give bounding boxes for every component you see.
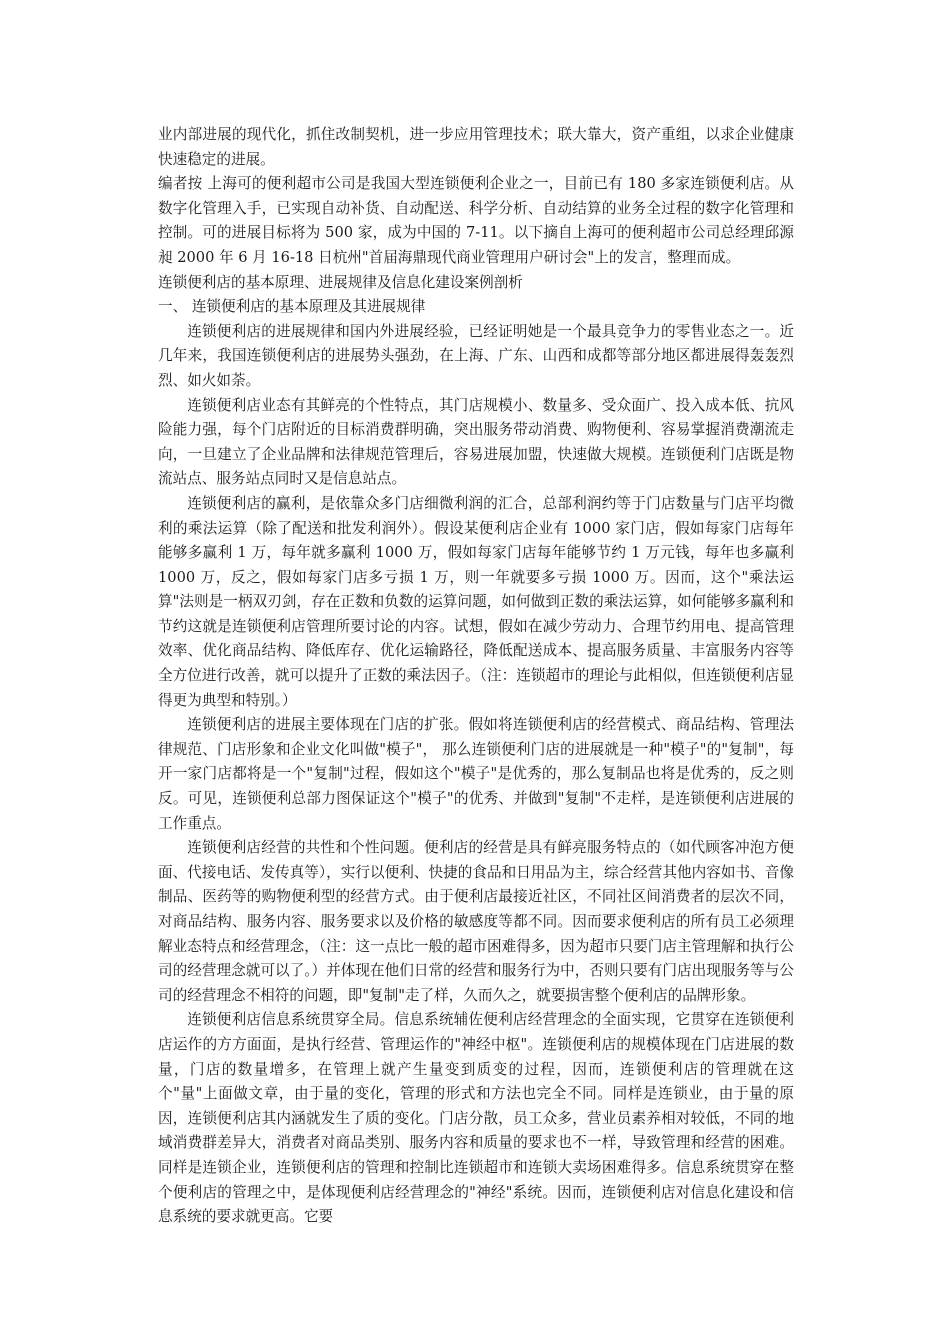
paragraph-editor-note: 编者按 上海可的便利超市公司是我国大型连锁便利企业之一，目前已有 180 多家连锁便利店。从数字化管理入手，已实现自动补货、自动配送、科学分析、自动结算的业务全过程的数字化管理和控制。可的进展目标将为 500 家，成为中国的 7-11。以下摘自上海可的便利超市公司总经理邱源昶 2000 年 6 月 16-18 日杭州"首届海鼎现代商业管理用户研讨会"上的发言，整理而成。 — [158, 175, 794, 266]
paragraph-section-heading: 一、 连锁便利店的基本原理及其进展规律 — [158, 298, 426, 316]
paragraph-body: 连锁便利店的赢利，是依靠众多门店细微利润的汇合，总部利润约等于门店数量与门店平均微利的乘法运算（除了配送和批发利润外）。假设某便利店企业有 1000 家门店，假如每家门店每年能够多赢利 1 万，每年就多赢利 1000 万，假如每家门店每年能够节约 1 万元钱，每年也多赢利 1000 万，反之，假如每家门店多亏损 1 万，则一年就要多亏损 1000 万。因而，这个"乘法运算"法则是一柄双刃剑，存在正数和负数的运算问题，如何做到正数的乘法运算，如何能够多赢利和节约这就是连锁便利店管理所要讨论的内容。试想，假如在减少劳动力、合理节约用电、提高管理效率、优化商品结构、降低库存、优化运输路径，降低配送成本、提高服务质量、丰富服务内容等全方位进行改善，就可以提升了正数的乘法因子。（注：连锁超市的理论与此相似，但连锁便利店显得更为典型和特别。） — [158, 494, 794, 709]
paragraph-body: 连锁便利店业态有其鲜亮的个性特点，其门店规模小、数量多、受众面广、投入成本低、抗风险能力强，每个门店附近的目标消费群明确，突出服务带动消费、购物便利、容易掌握消费潮流走向，一旦建立了企业品牌和法律规范管理后，容易进展加盟，快速做大规模。连锁便利门店既是物流站点、服务站点同时又是信息站点。 — [158, 396, 794, 488]
document-body — [158, 123, 794, 1230]
paragraph-intro-continuation: 业内部进展的现代化，抓住改制契机，进一步应用管理技术；联大靠大，资产重组，以求企业健康快速稳定的进展。 — [158, 126, 794, 168]
paragraph-body: 连锁便利店的进展主要体现在门店的扩张。假如将连锁便利店的经营模式、商品结构、管理法律规范、门店形象和企业文化叫做"模子"， 那么连锁便利门店的进展就是一种"模子"的"复制"，每开一家门店都将是一个"复制"过程，假如这个"模子"是优秀的，那么复制品也将是优秀的，反之则反。可见，连锁便利总部力图保证这个"模子"的优秀、并做到"复制"不走样，是连锁便利店进展的工作重点。 — [158, 716, 794, 832]
paragraph-body: 连锁便利店经营的共性和个性问题。便利店的经营是具有鲜亮服务特点的（如代顾客冲泡方便面、代接电话、发传真等），实行以便利、快捷的食品和日用品为主，综合经营其他内容如书、音像制品、医药等的购物便利型的经营方式。由于便利店最接近社区，不同社区间消费者的层次不同，对商品结构、服务内容、服务要求以及价格的敏感度等都不同。因而要求便利店的所有员工必须理解业态特点和经营理念，（注：这一点比一般的超市困难得多，因为超市只要门店主管理解和执行公司的经营理念就可以了。）并体现在他们日常的经营和服务行为中，否则只要有门店出现服务等与公司的经营理念不相符的问题，即"复制"走了样，久而久之，就要损害整个便利店的品牌形象。 — [158, 839, 794, 1004]
paragraph-body: 连锁便利店的进展规律和国内外进展经验，已经证明她是一个最具竞争力的零售业态之一。近几年来，我国连锁便利店的进展势头强劲，在上海、广东、山西和成都等部分地区都进展得轰轰烈烈、如火如荼。 — [158, 322, 794, 389]
paragraph-article-title: 连锁便利店的基本原理、进展规律及信息化建设案例剖析 — [158, 273, 523, 291]
paragraph-body: 连锁便利店信息系统贯穿全局。信息系统辅佐便利店经营理念的全面实现，它贯穿在连锁便利店运作的方方面面，是执行经营、管理运作的"神经中枢"。连锁便利店的规模体现在门店进展的数量，门店的数量增多，在管理上就产生量变到质变的过程，因而，连锁便利店的管理就在这个"量"上面做文章，由于量的变化，管理的形式和方法也完全不同。同样是连锁业，由于量的原因，连锁便利店其内涵就发生了质的变化。门店分散，员工众多，营业员素养相对较低，不同的地域消费群差异大，消费者对商品类别、服务内容和质量的要求也不一样，导致管理和经营的困难。同样是连锁企业，连锁便利店的管理和控制比连锁超市和连锁大卖场困难得多。信息系统贯穿在整个便利店的管理之中，是体现便利店经营理念的"神经"系统。因而，连锁便利店对信息化建设和信息系统的要求就更高。它要 — [158, 1011, 794, 1226]
